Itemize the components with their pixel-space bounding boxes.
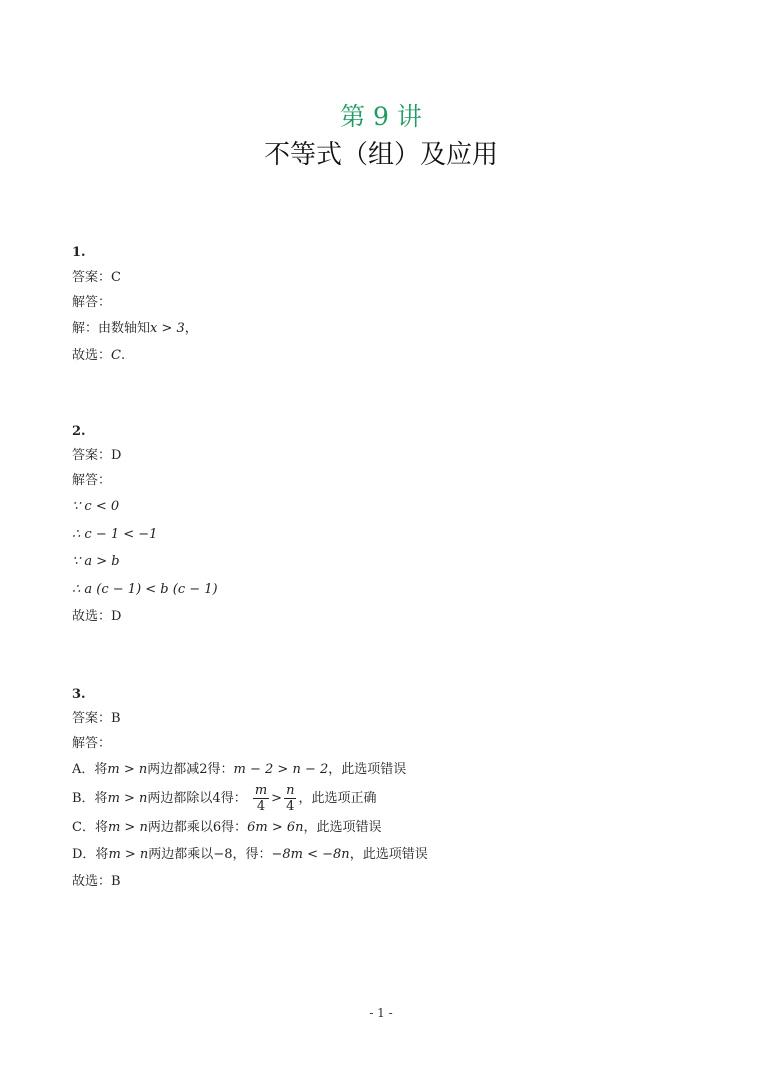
page-number: - 1 -: [369, 1006, 393, 1020]
q1-solution-comma: ，: [184, 321, 198, 336]
q2-answer: 答案：D: [72, 448, 122, 463]
q3-option-b: [72, 783, 376, 814]
q3-c-math-2: 6m > 6n: [247, 820, 304, 835]
q1-number: 1.: [72, 245, 86, 260]
q3-c-mid: 两边都乘以6得：: [147, 820, 248, 835]
q3-b-fraction-1: [253, 783, 269, 814]
q3-d-math-3: −8m < −8n: [271, 847, 350, 862]
q3-number: 3.: [72, 687, 86, 702]
q3-b-frac1-den: 4: [256, 799, 266, 814]
q1-choose: [72, 347, 125, 365]
lesson-number: 第 9 讲: [340, 102, 422, 131]
q3-b-prefix: B．将: [72, 791, 108, 806]
q1-explain-label: 解答：: [72, 295, 112, 310]
q3-b-gt: >: [271, 791, 283, 806]
q3-a-math-2: m − 2 > n − 2: [233, 762, 329, 777]
q1-choose-value: C: [111, 348, 121, 363]
q3-b-frac1-num: m: [254, 783, 268, 798]
q3-a-post: ，此选项错误: [328, 762, 407, 777]
q1-choose-end: .: [120, 348, 126, 363]
q3-a-prefix: A．将: [72, 762, 108, 777]
q3-b-frac2-num: n: [286, 783, 295, 798]
q3-d-mid: 两边都乘以: [148, 847, 214, 862]
q3-d-math-2: −8: [213, 847, 233, 862]
q3-b-fraction-2: [284, 783, 296, 814]
q3-choose: 故选：B: [72, 874, 121, 889]
q3-a-mid: 两边都减2得：: [147, 762, 234, 777]
q3-b-mid: 两边都除以4得：: [147, 791, 247, 806]
q3-b-post: ，此选项正确: [298, 791, 377, 806]
q3-d-prefix: D．将: [72, 847, 109, 862]
q2-step-2: ∴ c − 1 < −1: [72, 527, 158, 542]
q3-a-math-1: m > n: [107, 762, 148, 777]
q2-step-3: ∵ a > b: [72, 554, 120, 569]
q1-choose-label: 故选：: [72, 348, 112, 363]
q3-d-mid-2: ，得：: [232, 847, 272, 862]
q1-solution-math: x > 3: [150, 321, 185, 336]
q1-answer: 答案：C: [72, 270, 121, 285]
q3-c-prefix: C．将: [72, 820, 108, 835]
q3-b-frac2-den: 4: [286, 799, 295, 814]
q3-d-math-1: m > n: [108, 847, 149, 862]
q3-explain-label: 解答：: [72, 736, 112, 751]
q2-step-1: ∵ c < 0: [72, 499, 120, 514]
q3-option-d: [72, 846, 428, 864]
q3-option-c: [72, 819, 382, 837]
q2-explain-label: 解答：: [72, 473, 112, 488]
q3-c-math-1: m > n: [107, 820, 148, 835]
q2-step-4: ∴ a (c − 1) < b (c − 1): [72, 582, 218, 597]
q3-c-post: ，此选项错误: [303, 820, 382, 835]
q3-option-a: [72, 761, 406, 779]
q3-answer: 答案：B: [72, 711, 121, 726]
q2-number: 2.: [72, 424, 86, 439]
q1-solution-text: 解：由数轴知: [72, 321, 151, 336]
q3-b-math-1: m > n: [107, 791, 148, 806]
q2-choose: 故选：D: [72, 609, 122, 624]
q3-d-post: ，此选项错误: [349, 847, 428, 862]
q1-solution: [72, 320, 198, 338]
page-title: 不等式（组）及应用: [263, 140, 498, 170]
